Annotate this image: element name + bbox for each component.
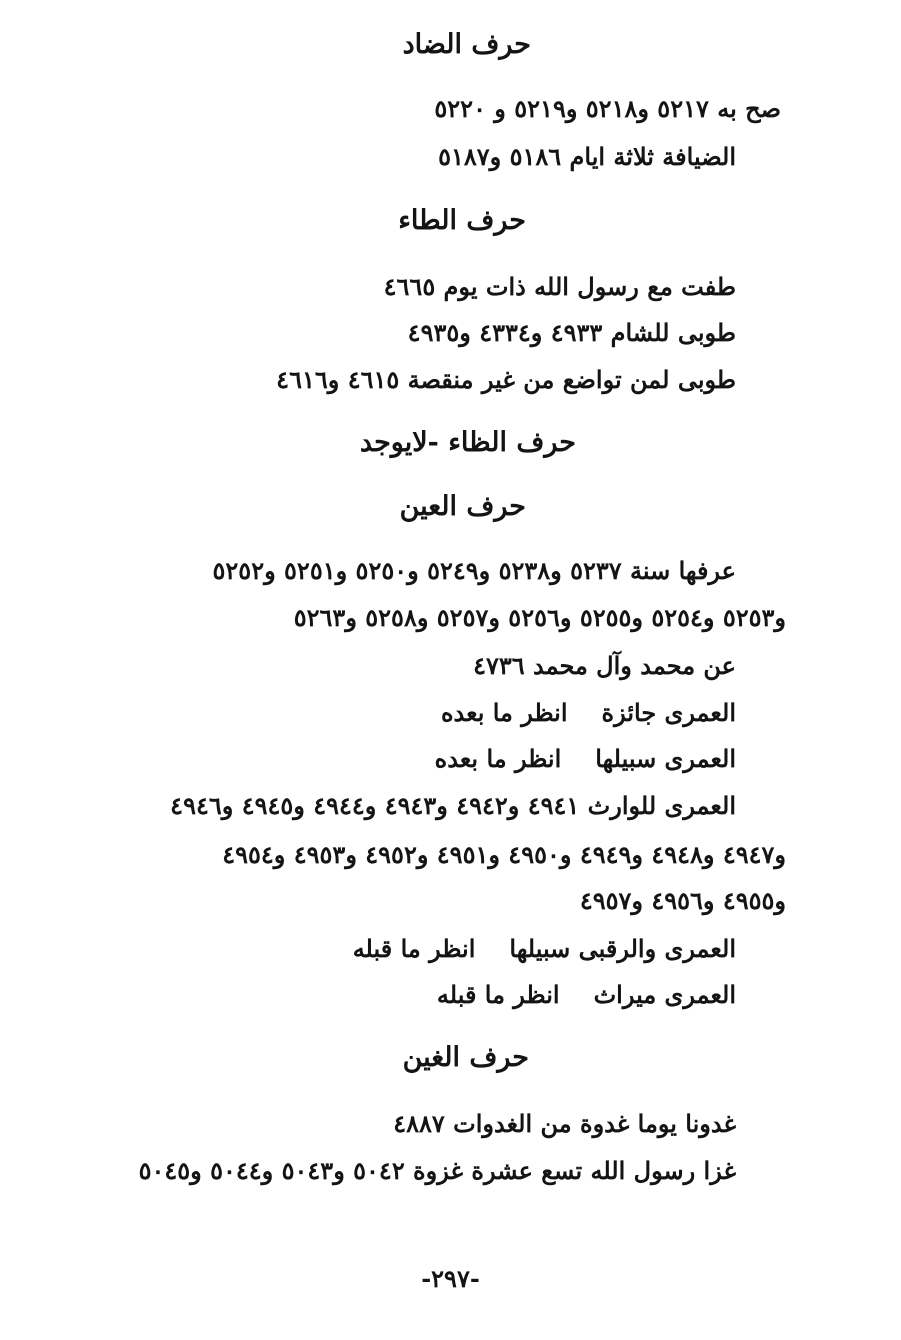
cross-ref-term: العمرى جائزة	[601, 698, 736, 727]
heading-za: حرف الظاء -لايوجد	[359, 427, 576, 458]
cross-ref-term: العمرى والرقبى سبيلها	[509, 934, 736, 963]
heading-dad: حرف الضاد	[402, 29, 531, 60]
cross-ref-target: انظر ما قبله	[352, 934, 476, 963]
cross-ref-row	[441, 698, 736, 728]
heading-ta: حرف الطاء	[398, 205, 526, 236]
entry-line: عن محمد وآل محمد ٤٧٣٦	[473, 651, 736, 680]
entry-line: طوبى للشام ٤٩٣٣ و٤٣٣٤ و٤٩٣٥	[407, 318, 736, 347]
cross-ref-target: انظر ما قبله	[436, 980, 560, 1009]
entry-line: الضيافة ثلاثة ايام ٥١٨٦ و٥١٨٧	[438, 142, 736, 171]
cross-ref-row	[437, 980, 736, 1010]
cross-ref-term: العمرى سبيلها	[595, 744, 736, 773]
cross-ref-row	[435, 744, 736, 774]
cross-ref-target: انظر ما بعده	[434, 744, 562, 773]
page-number: -٢٩٧-	[421, 1264, 480, 1293]
heading-ghayn: حرف الغين	[402, 1042, 529, 1073]
cross-ref-target: انظر ما بعده	[440, 698, 568, 727]
cross-ref-term: العمرى ميراث	[593, 980, 736, 1009]
entry-line: العمرى للوارث ٤٩٤١ و٤٩٤٢ و٤٩٤٣ و٤٩٤٤ و٤٩٤٥ و٤٩٤٦	[170, 791, 736, 820]
entry-line: طوبى لمن تواضع من غير منقصة ٤٦١٥ و٤٦١٦	[276, 365, 736, 394]
entry-line: صح به ٥٢١٧ و٥٢١٨ و٥٢١٩ و ٥٢٢٠	[434, 94, 781, 123]
entry-line: غزا رسول الله تسع عشرة غزوة ٥٠٤٢ و٥٠٤٣ و٥٠٤٤ و٥٠٤٥	[138, 1156, 736, 1185]
cross-ref-row	[353, 934, 736, 964]
entry-line: عرفها سنة ٥٢٣٧ و٥٢٣٨ و٥٢٤٩ و٥٢٥٠ و٥٢٥١ و٥٢٥٢	[212, 556, 736, 585]
entry-line: و٤٩٥٥ و٤٩٥٦ و٤٩٥٧	[579, 886, 786, 915]
entry-line: طفت مع رسول الله ذات يوم ٤٦٦٥	[383, 272, 736, 301]
heading-ayn: حرف العين	[399, 491, 526, 522]
entry-line: و٥٢٥٣ و٥٢٥٤ و٥٢٥٥ و٥٢٥٦ و٥٢٥٧ و٥٢٥٨ و٥٢٦٣	[293, 603, 786, 632]
entry-line: و٤٩٤٧ و٤٩٤٨ و٤٩٤٩ و٤٩٥٠ و٤٩٥١ و٤٩٥٢ و٤٩٥٣ و٤٩٥٤	[222, 840, 786, 869]
entry-line: غدونا يوما غدوة من الغدوات ٤٨٨٧	[393, 1109, 736, 1138]
